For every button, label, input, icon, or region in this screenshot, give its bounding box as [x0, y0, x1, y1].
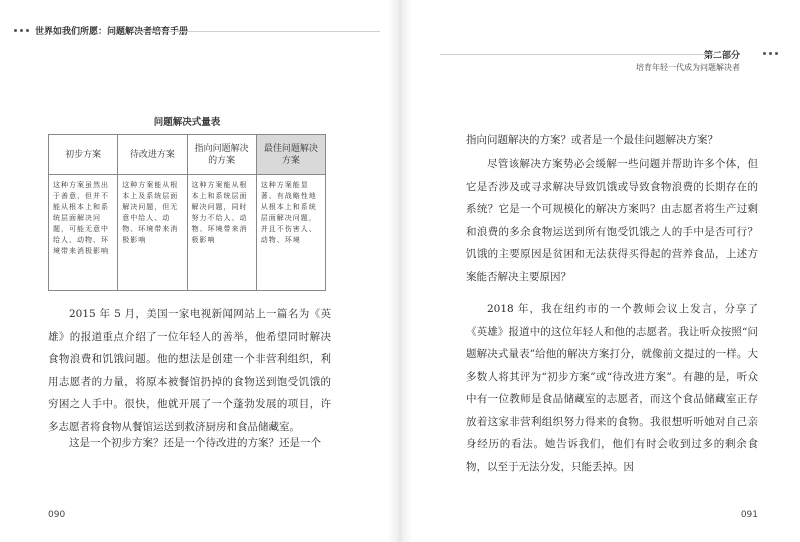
table-heading: 指向问题解决的方案 [187, 135, 256, 175]
table-heading: 待改进方案 [118, 135, 187, 175]
problem-solving-scale-table [48, 134, 326, 291]
table-title: 问题解决式量表 [153, 117, 221, 128]
page-number: 090 [48, 510, 66, 520]
page-number: 091 [740, 510, 758, 520]
table-heading: 最佳问题解决方案 [256, 135, 325, 175]
table-row [49, 175, 326, 291]
header-rule [130, 31, 380, 32]
header-rule [440, 54, 715, 55]
book-title: 世界如我们所愿：问题解决者培育手册 [35, 27, 189, 37]
body-paragraph: 这是一个初步方案？还是一个待改进的方案？还是一个 [69, 437, 321, 449]
table-cell: 这种方案能从根本上及系统层面解决问题，但无意中给人、动物、环境带来消极影响 [118, 175, 187, 291]
table-heading: 初步方案 [49, 135, 118, 175]
ornament-dots-icon [14, 29, 29, 32]
body-paragraph: 尽管该解决方案势必会缓解一些问题并帮助许多个体，但它是否涉及或寻求解决导致饥饿或导致食物浪费的长期存在的系统？它是一个可规模化的解决方案吗？由志愿者将生产过剩和浪费的多余食物运送到所有饱受饥饿之人的手中是否可行？饥饿的主要原因是贫困和无法获得买得起的营养食品，上述方案能否解决主要原因？ [466, 158, 758, 283]
table-cell: 这种方案能显著、有战略性地从根本上和系统层面解决问题，并且不伤害人、动物、环境 [256, 175, 325, 291]
table-cell: 这种方案能从根本上和系统层面解决问题，同时努力不给人、动物、环境带来消极影响 [187, 175, 256, 291]
table-cell: 这种方案虽然出于善意，但并不能从根本上和系统层面解决问题，可能无意中给人、动物、环境带来消极影响 [49, 175, 118, 291]
body-paragraph: 2015 年 5 月，美国一家电视新闻网站上一篇名为《英雄》的报道重点介绍了一位年轻人的善举，他希望同时解决食物浪费和饥饿问题。他的想法是创建一个非营利组织，利用志愿者的力量，将原本被餐馆扔掉的食物送到饱受饥饿的穷困之人手中。很快，他就开展了一个蓬勃发展的项目，许多志愿者将食物从餐馆运送到救济厨房和食品储藏室。 [48, 308, 331, 433]
body-paragraph: 2018 年，我在纽约市的一个教师会议上发言，分享了《英雄》报道中的这位年轻人和他的志愿者。我让听众按照“问题解决式量表”给他的解决方案打分，就像前文提过的一样。大多数人将其评为“初步方案”或“待改进方案”。有趣的是，听众中有一位教师是食品储藏室的志愿者，而这个食品储藏室正存放着这家非营利组织努力得来的食物。我很想听听她对自己亲身经历的看法。她告诉我们，他们有时会收到过多的剩余食物，以至于无法分发，只能丢掉。因 [466, 303, 758, 473]
part-subtitle: 培育年轻一代成为问题解决者 [636, 63, 740, 72]
table-header-row [49, 135, 326, 175]
part-label: 第二部分 [703, 51, 740, 61]
body-paragraph: 指向问题解决的方案？或者是一个最佳问题解决方案？ [466, 134, 718, 146]
